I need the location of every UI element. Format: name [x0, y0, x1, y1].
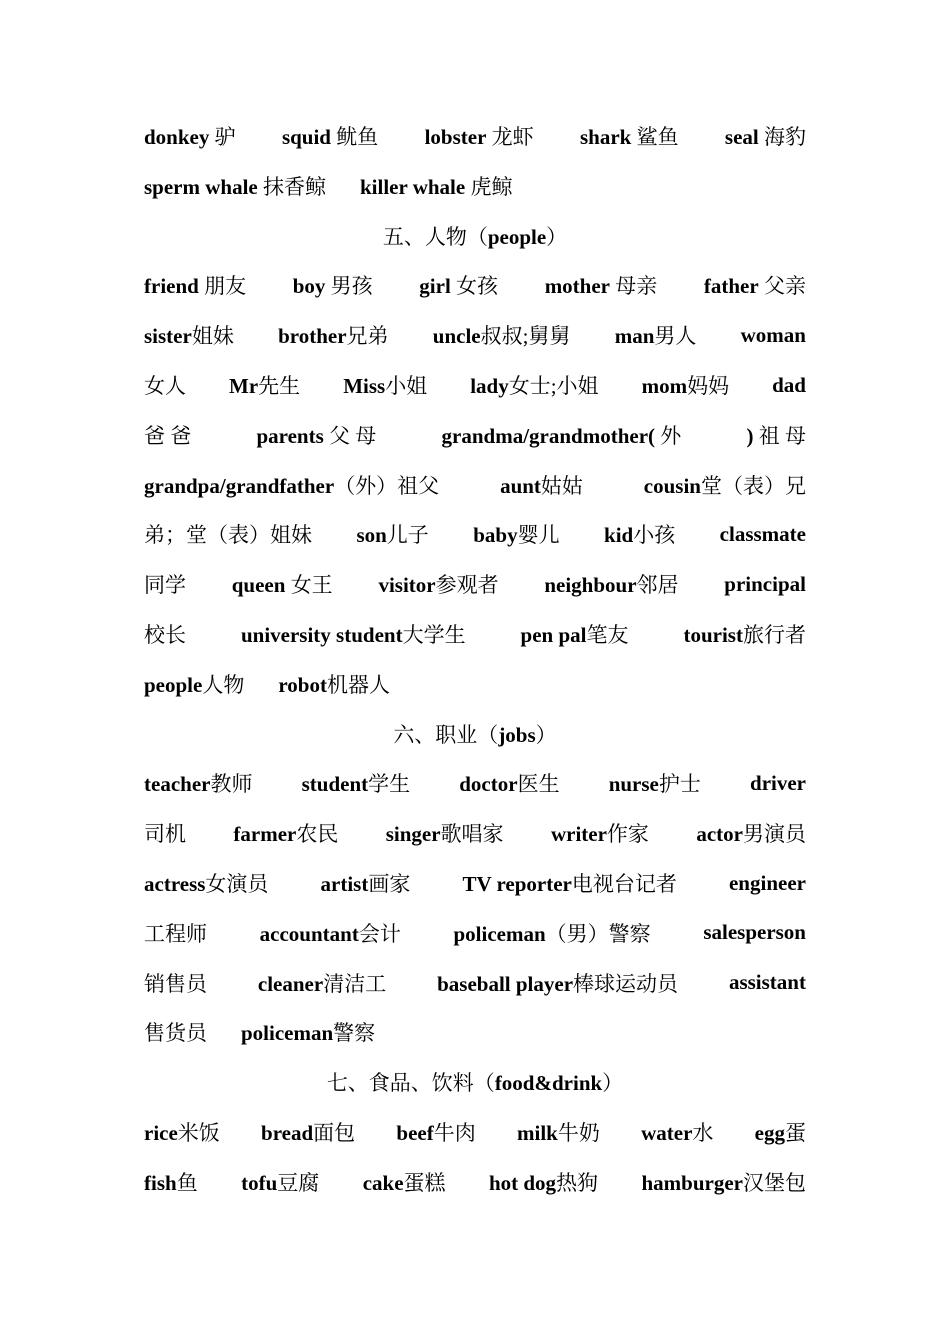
vocab-entry: [144, 768, 252, 798]
vocab-chinese: 虎鲸: [465, 174, 513, 199]
vocab-english: hamburger: [641, 1170, 743, 1195]
vocab-entry: [144, 320, 234, 350]
vocab-entry: [453, 918, 650, 948]
vocab-chinese: 小孩: [633, 523, 676, 548]
vocab-english: student: [301, 772, 369, 797]
vocab-english: salesperson: [703, 920, 806, 945]
vocab-entry: [772, 373, 806, 398]
vocab-entry: [144, 1167, 198, 1197]
vocab-entry: [741, 323, 806, 348]
vocab-chinese: 小姐: [385, 374, 428, 398]
vocab-english: rice: [144, 1121, 178, 1145]
vocab-chinese: 父亲: [758, 274, 806, 299]
vocab-chinese: 牛肉: [433, 1121, 476, 1145]
vocab-english: farmer: [233, 822, 297, 847]
vocab-chinese: 米饭: [177, 1121, 220, 1145]
vocab-entry: [750, 771, 806, 796]
vocab-chinese: 女王: [285, 573, 333, 598]
vocab-english: grandma/grandmother(: [441, 423, 656, 448]
vocab-entry: [609, 768, 701, 798]
vocab-chinese: 教师: [210, 772, 253, 797]
vocab-entry: [302, 768, 411, 798]
vocab-entry: [144, 420, 191, 450]
vocab-english: principal: [724, 571, 806, 596]
vocab-chinese: 工程师: [144, 921, 207, 946]
vocab-entry: [642, 370, 730, 400]
vocab-entry: [724, 572, 806, 597]
vocab-line: [144, 813, 806, 853]
vocab-english: milk: [517, 1121, 558, 1145]
vocab-line: [144, 913, 806, 953]
vocab-entry: [144, 569, 186, 599]
vocab-entry: [378, 569, 498, 599]
vocab-entry: [144, 968, 207, 998]
vocab-chinese: 爸 爸: [144, 423, 192, 448]
vocab-chinese: 妈妈: [687, 374, 730, 398]
heading-zh: 六、职业（: [393, 722, 499, 747]
vocab-chinese: 大学生: [402, 623, 466, 647]
vocab-entry: [396, 1117, 475, 1147]
vocab-chinese: 鱼: [176, 1170, 198, 1195]
vocab-entry: [144, 370, 186, 400]
vocab-line: [144, 315, 806, 355]
vocab-line: [144, 1162, 806, 1202]
vocab-entry: [144, 868, 268, 898]
vocab-entry: [261, 1117, 355, 1147]
heading-en: food&drink: [494, 1071, 603, 1096]
vocab-entry: [144, 519, 312, 549]
vocab-english: shark: [579, 125, 632, 149]
vocab-english: cleaner: [257, 971, 324, 996]
vocab-english: egg: [754, 1121, 785, 1145]
vocab-entry: [258, 968, 386, 998]
vocab-entry: [615, 320, 697, 350]
vocab-chinese: 婴儿: [517, 523, 560, 548]
vocab-chinese: 医生: [517, 772, 560, 797]
vocab-chinese: 男人: [654, 324, 697, 349]
vocab-chinese: 面包: [313, 1121, 356, 1145]
vocab-english: policeman: [453, 921, 546, 946]
vocab-english: mom: [641, 374, 688, 398]
vocab-chinese: 鲨鱼: [631, 125, 679, 149]
vocab-english: tourist: [683, 623, 743, 647]
vocab-english: cake: [362, 1170, 404, 1195]
vocab-chinese: 热狗: [556, 1170, 599, 1195]
vocab-english: TV reporter: [462, 872, 572, 896]
vocab-entry: [293, 270, 373, 300]
vocab-english: man: [614, 324, 655, 349]
vocab-chinese: 汉堡包: [742, 1170, 806, 1195]
vocab-entry: [704, 270, 806, 300]
vocab-chinese: 同学: [144, 573, 186, 598]
vocab-chinese: 笔友: [586, 623, 629, 647]
vocab-chinese: 外: [655, 423, 682, 448]
vocab-entry: [604, 519, 675, 549]
vocab-chinese: 姐妹: [191, 324, 234, 349]
vocab-chinese: 销售员: [144, 971, 207, 996]
vocab-chinese: 参观者: [435, 573, 499, 598]
heading-zh: ）: [535, 722, 557, 747]
vocab-entry: [470, 370, 598, 400]
vocab-entry: [580, 121, 679, 151]
vocab-english: cousin: [643, 473, 701, 498]
section-heading-text: [393, 719, 556, 749]
vocab-entry: [232, 569, 333, 599]
vocab-english: doctor: [459, 772, 518, 797]
vocab-entry: [144, 470, 439, 500]
vocab-english: nurse: [608, 772, 659, 797]
vocab-english: neighbour: [544, 573, 637, 598]
vocab-english: donkey: [144, 125, 210, 149]
vocab-english: brother: [278, 324, 347, 349]
vocab-line: [144, 465, 806, 505]
vocab-chinese: 电视台记者: [571, 872, 677, 896]
vocab-entry: [644, 470, 806, 500]
vocab-entry: [241, 1167, 319, 1197]
vocab-entry: [144, 1017, 207, 1047]
vocab-english: baby: [473, 523, 518, 548]
vocab-entry: [241, 1017, 375, 1047]
vocab-line: [144, 116, 806, 156]
vocab-english: uncle: [432, 324, 481, 349]
vocab-entry: [729, 871, 806, 896]
heading-en: people: [487, 224, 547, 249]
vocab-chinese: 朋友: [198, 274, 247, 299]
vocab-english: beef: [396, 1121, 434, 1145]
vocab-english: artist: [320, 872, 369, 896]
vocab-chinese: 蛋: [784, 1121, 806, 1145]
vocab-chinese: 抹香鲸: [257, 174, 326, 199]
vocab-english: engineer: [728, 870, 806, 895]
vocab-entry: [729, 970, 806, 995]
vocab-chinese: 牛奶: [557, 1121, 600, 1145]
vocab-entry: [433, 320, 571, 350]
vocab-english: lobster: [424, 125, 487, 149]
vocab-chinese: 龙虾: [486, 125, 534, 149]
vocab-english: sister: [144, 324, 192, 349]
vocab-entry: [473, 519, 559, 549]
vocab-chinese: 祖 母: [753, 423, 806, 448]
vocab-entry: [442, 420, 682, 450]
vocab-line: [144, 265, 806, 305]
vocab-entry: [256, 420, 376, 450]
vocab-entry: [683, 619, 806, 649]
vocab-chinese: 蛋糕: [403, 1170, 446, 1195]
vocab-english: water: [641, 1121, 693, 1145]
vocab-entry: [517, 1117, 600, 1147]
vocab-entry: [703, 920, 806, 945]
vocab-chinese: 海豹: [758, 125, 806, 149]
vocab-english: accountant: [259, 921, 359, 946]
vocab-chinese: 旅行者: [742, 623, 806, 647]
vocab-line: [144, 963, 806, 1003]
vocab-chinese: 女演员: [205, 872, 269, 896]
vocab-chinese: 售货员: [144, 1021, 207, 1046]
vocab-chinese: 女孩: [450, 274, 499, 299]
vocab-chinese: 女人: [144, 374, 186, 398]
vocab-english: father: [703, 274, 759, 299]
vocab-entry: [720, 522, 806, 547]
vocab-chinese: 农民: [296, 822, 339, 847]
vocab-chinese: 人物: [202, 672, 245, 697]
vocab-english: university student: [240, 623, 403, 647]
vocab-entry: [343, 370, 427, 400]
vocab-entry: [360, 171, 512, 201]
vocab-english: ): [746, 423, 754, 448]
vocab-entry: [241, 619, 466, 649]
vocab-line: [144, 1112, 806, 1152]
vocab-chinese: 父 母: [323, 423, 377, 448]
vocab-english: killer whale: [360, 174, 466, 199]
vocab-entry: [363, 1167, 446, 1197]
vocab-entry: [641, 1167, 806, 1197]
vocab-english: writer: [550, 822, 607, 847]
vocab-entry: [500, 470, 583, 500]
vocab-chinese: 母亲: [610, 274, 658, 299]
vocab-entry: [356, 519, 428, 549]
vocab-line: [144, 863, 806, 903]
vocab-entry: [278, 669, 390, 699]
vocab-entry: [425, 121, 534, 151]
vocab-chinese: 女士;小姐: [508, 374, 599, 398]
vocab-english: queen: [231, 573, 286, 598]
vocab-line: [144, 415, 806, 455]
vocab-chinese: 画家: [368, 872, 411, 896]
vocab-english: assistant: [728, 970, 806, 995]
vocab-chinese: 机器人: [326, 672, 390, 697]
vocab-entry: [144, 619, 186, 649]
section-heading-text: [327, 1067, 623, 1097]
vocab-entry: [747, 420, 807, 450]
section-heading: [144, 1062, 806, 1102]
vocab-chinese: （外）祖父: [334, 473, 440, 498]
section-heading-text: [383, 221, 567, 251]
vocab-english: boy: [292, 274, 326, 299]
vocab-english: visitor: [378, 573, 436, 598]
vocab-entry: [386, 818, 504, 848]
vocab-line: [144, 564, 806, 604]
vocab-english: singer: [385, 822, 441, 847]
vocab-entry: [260, 918, 401, 948]
heading-en: jobs: [498, 722, 536, 747]
vocab-entry: [144, 918, 207, 948]
vocab-english: tofu: [241, 1170, 278, 1195]
heading-zh: 五、人物（: [382, 224, 488, 249]
vocab-chinese: 男演员: [742, 822, 806, 847]
vocab-english: parents: [256, 423, 324, 448]
vocab-chinese: 清洁工: [323, 971, 387, 996]
section-heading: [144, 216, 806, 256]
vocab-english: Miss: [343, 374, 386, 398]
vocab-entry: [144, 121, 236, 151]
vocab-entry: [641, 1117, 713, 1147]
vocab-line: [144, 514, 806, 554]
vocab-chinese: 先生: [258, 374, 301, 398]
vocab-entry: [521, 619, 629, 649]
vocab-english: fish: [144, 1170, 177, 1195]
vocab-english: woman: [740, 322, 806, 347]
vocab-english: driver: [750, 770, 806, 795]
vocab-english: baseball player: [437, 971, 574, 996]
vocab-chinese: 兄弟: [346, 324, 389, 349]
vocab-english: policeman: [241, 1021, 334, 1046]
vocab-entry: [696, 818, 806, 848]
vocab-english: actor: [696, 822, 743, 847]
vocab-english: actress: [144, 872, 206, 896]
vocab-chinese: 司机: [144, 822, 186, 847]
vocab-english: aunt: [500, 473, 541, 498]
vocab-entry: [278, 320, 388, 350]
vocab-line: [144, 365, 806, 405]
vocab-entry: [229, 370, 300, 400]
vocab-chinese: 邻居: [636, 573, 679, 598]
vocab-chinese: 姑姑: [540, 473, 583, 498]
heading-zh: ）: [546, 224, 568, 249]
heading-zh: 七、食品、饮料（: [326, 1071, 495, 1096]
vocab-chinese: 鱿鱼: [330, 125, 379, 149]
vocab-entry: [544, 569, 678, 599]
vocab-entry: [419, 270, 498, 300]
vocab-english: robot: [278, 672, 327, 697]
vocab-chinese: 作家: [606, 822, 649, 847]
vocab-chinese: 驴: [209, 125, 236, 149]
vocab-entry: [489, 1167, 598, 1197]
vocab-entry: [144, 818, 186, 848]
vocab-chinese: 弟；堂（表）姐妹: [144, 523, 312, 548]
vocab-chinese: 会计: [358, 921, 401, 946]
vocab-english: squid: [281, 125, 331, 149]
vocab-line: [144, 664, 806, 704]
vocab-english: seal: [724, 125, 759, 149]
vocab-line: [144, 614, 806, 654]
vocab-english: kid: [604, 523, 634, 548]
vocab-english: hot dog: [488, 1170, 557, 1195]
vocab-chinese: 学生: [368, 772, 411, 797]
vocab-entry: [437, 968, 678, 998]
vocab-english: grandpa/grandfather: [144, 473, 335, 498]
vocab-english: classmate: [719, 521, 806, 546]
vocab-english: friend: [144, 274, 199, 299]
vocab-chinese: 警察: [333, 1021, 376, 1046]
section-heading: [144, 714, 806, 754]
vocab-english: bread: [261, 1121, 314, 1145]
vocab-chinese: 护士: [658, 772, 701, 797]
vocab-entry: [459, 768, 559, 798]
vocab-english: people: [144, 672, 203, 697]
vocab-entry: [321, 868, 411, 898]
vocab-chinese: 儿子: [386, 523, 429, 548]
vocab-english: teacher: [144, 772, 211, 797]
vocab-entry: [725, 121, 806, 151]
vocab-entry: [144, 171, 326, 201]
vocab-entry: [755, 1117, 806, 1147]
vocab-chinese: 棒球运动员: [573, 971, 679, 996]
vocab-chinese: 堂（表）兄: [700, 473, 806, 498]
vocab-chinese: （男）警察: [545, 921, 651, 946]
vocab-entry: [462, 868, 676, 898]
vocab-chinese: 水: [692, 1121, 714, 1145]
vocab-chinese: 校长: [144, 623, 186, 647]
vocab-line: [144, 763, 806, 803]
vocab-line: [144, 166, 806, 206]
heading-zh: ）: [602, 1071, 624, 1096]
vocab-english: dad: [772, 372, 806, 397]
vocab-english: pen pal: [520, 623, 587, 647]
vocab-entry: [144, 1117, 220, 1147]
vocab-chinese: 豆腐: [277, 1170, 320, 1195]
vocab-chinese: 叔叔;舅舅: [480, 324, 571, 349]
vocab-chinese: 歌唱家: [440, 822, 504, 847]
vocab-line: [144, 1012, 806, 1052]
vocab-entry: [282, 121, 378, 151]
vocab-english: lady: [470, 374, 509, 398]
vocab-entry: [545, 270, 658, 300]
vocab-entry: [144, 270, 246, 300]
vocab-english: mother: [544, 274, 610, 299]
vocab-english: girl: [419, 274, 451, 299]
vocab-chinese: 男孩: [325, 274, 373, 299]
vocab-entry: [551, 818, 649, 848]
vocab-english: Mr: [229, 374, 259, 398]
vocab-entry: [144, 669, 244, 699]
vocab-english: sperm whale: [144, 174, 258, 199]
vocab-english: son: [356, 523, 387, 548]
vocab-entry: [233, 818, 338, 848]
